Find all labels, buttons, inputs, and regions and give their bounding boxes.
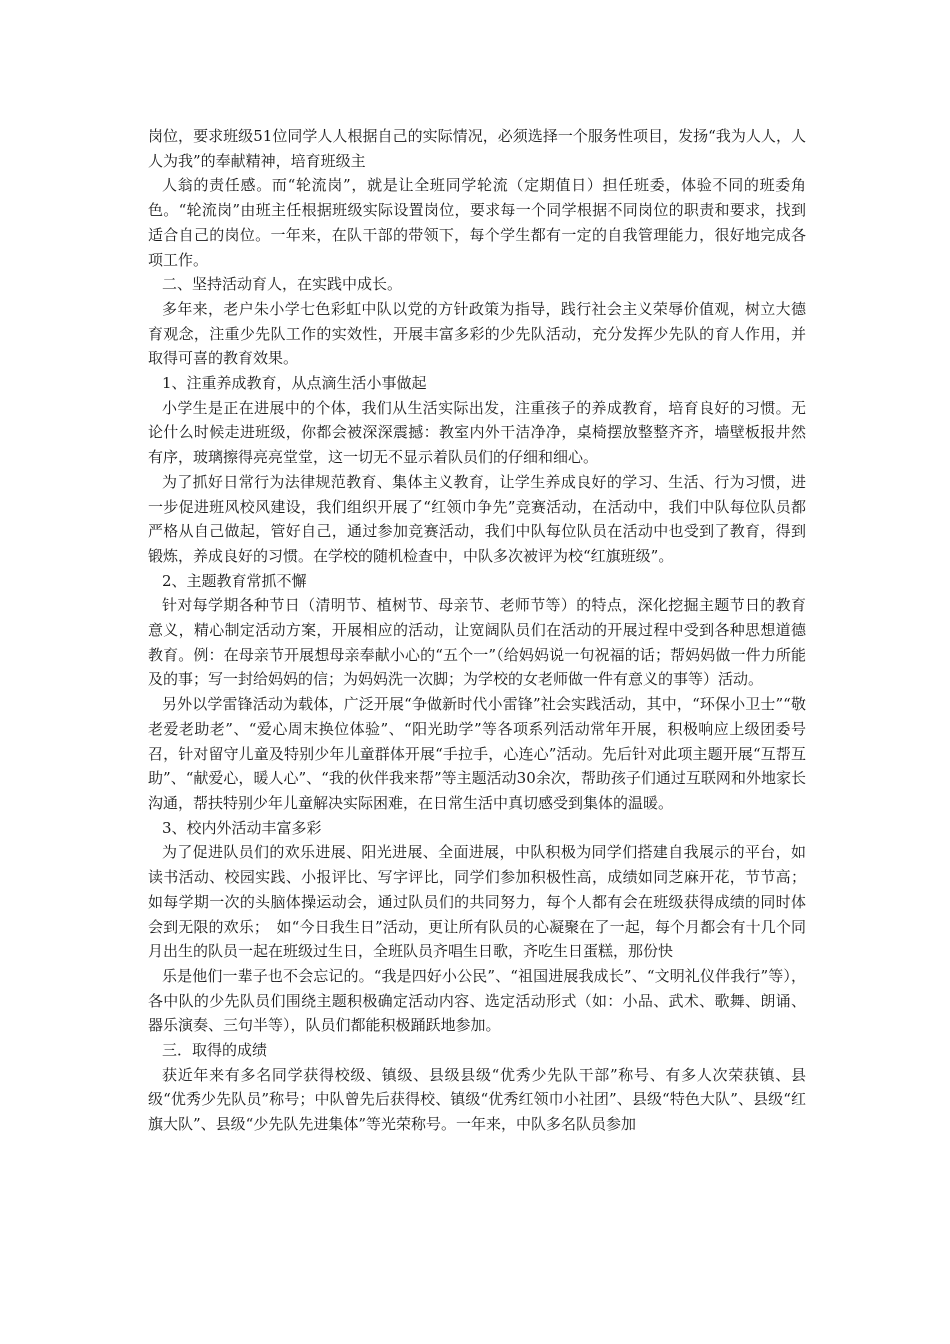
subsection-heading: 3、校内外活动丰富多彩: [162, 818, 322, 837]
paragraph: 为了促进队员们的欢乐进展、阳光进展、全面进展，中队积极为同学们搭建自我展示的平台，如读书活动、校园实践、小报评比、写字评比，同学们参加积极性高，成绩如同芝麻开花，节节高；如每学期一次的头脑体操运动会，通过队员们的共同努力，每个人都有会在班级获得成绩的同时体会到无限的欢乐； 如“今日我生日”活动，更让所有队员的心凝聚在了一起，每个月都会有十几个同月出生的队员一起在班级过生日，全班队员齐唱生日歌，齐吃生日蛋糕，那份快: [148, 843, 806, 961]
section-heading: 三．取得的成绩: [162, 1041, 268, 1060]
paragraph: 为了抓好日常行为法律规范教育、集体主义教育，让学生养成良好的学习、生活、行为习惯，进一步促进班风校风建设，我们组织开展了“红领巾争先”竞赛活动，在活动中，我们中队每位队员都严格从自己做起，管好自己，通过参加竞赛活动，我们中队每位队员在活动中也受到了教育，得到锻炼，养成良好的习惯。在学校的随机检查中，中队多次被评为校“红旗班级”。: [148, 472, 806, 565]
paragraph: 乐是他们一辈子也不会忘记的。“我是四好小公民”、“祖国进展我成长”、“文明礼仪伴我行”等），各中队的少先队员们围绕主题积极确定活动内容、选定活动形式（如：小品、武术、歌舞、朗诵、器乐演奏、三句半等），队员们都能积极踊跃地参加。: [148, 966, 806, 1035]
paragraph: 岗位，要求班级51位同学人人根据自己的实际情况，必须选择一个服务性项目，发扬“我为人人，人人为我”的奉献精神，培育班级主: [148, 127, 806, 170]
paragraph: 获近年来有多名同学获得校级、镇级、县级县级“优秀少先队干部”称号、有多人次荣获镇、县级“优秀少先队员”称号；中队曾先后获得校、镇级“优秀红领巾小社团”、县级“特色大队”、县级“红旗大队”、县级“少先队先进集体”等光荣称号。一年来，中队多名队员参加: [148, 1065, 806, 1134]
subsection-heading: 1、注重养成教育，从点滴生活小事做起: [162, 374, 427, 393]
paragraph: 针对每学期各种节日（清明节、植树节、母亲节、老师节等）的特点，深化挖掘主题节日的教育意义，精心制定活动方案，开展相应的活动，让宽阔队员们在活动的开展过程中受到各种思想道德教育。例：在母亲节开展想母亲奉献小心的“五个一”（给妈妈说一句祝福的话；帮妈妈做一件力所能及的事；写一封给妈妈的信；为妈妈洗一次脚；为学校的女老师做一件有意义的事等）活动。: [148, 596, 806, 689]
section-heading: 二、坚持活动育人，在实践中成长。: [162, 275, 403, 294]
paragraph: 另外以学雷锋活动为载体，广泛开展“争做新时代小雷锋”社会实践活动，其中，“环保小卫士”“敬老爱老助老”、“爱心周末换位体验”、“阳光助学”等各项系列活动常年开展，积极响应上级团委号召，针对留守儿童及特别少年儿童群体开展“手拉手，心连心”活动。先后针对此项主题开展“互帮互助”、“献爱心，暖人心”、“我的伙伴我来帮”等主题活动30余次，帮助孩子们通过互联网和外地家长沟通，帮扶特别少年儿童解决实际困难，在日常生活中真切感受到集体的温暖。: [148, 695, 806, 812]
paragraph: 多年来，老户朱小学七色彩虹中队以党的方针政策为指导，践行社会主义荣辱价值观，树立大德育观念，注重少先队工作的实效性，开展丰富多彩的少先队活动，充分发挥少先队的育人作用，并取得可喜的教育效果。: [148, 299, 806, 368]
paragraph: 人翁的责任感。而“轮流岗”，就是让全班同学轮流（定期值日）担任班委，体验不同的班委角色。“轮流岗”由班主任根据班级实际设置岗位，要求每一个同学根据不同岗位的职责和要求，找到适合自己的岗位。一年来，在队干部的带领下，每个学生都有一定的自我管理能力，很好地完成各项工作。: [148, 176, 806, 269]
paragraph: 小学生是正在进展中的个体，我们从生活实际出发，注重孩子的养成教育，培育良好的习惯。无论什么时候走进班级，你都会被深深震撼：教室内外干洁净净，桌椅摆放整整齐齐，墙壁板报井然有序，玻璃擦得亮亮堂堂，这一切无不显示着队员们的仔细和细心。: [148, 398, 806, 467]
document-page: [148, 124, 806, 1137]
subsection-heading: 2、主题教育常抓不懈: [162, 571, 307, 590]
